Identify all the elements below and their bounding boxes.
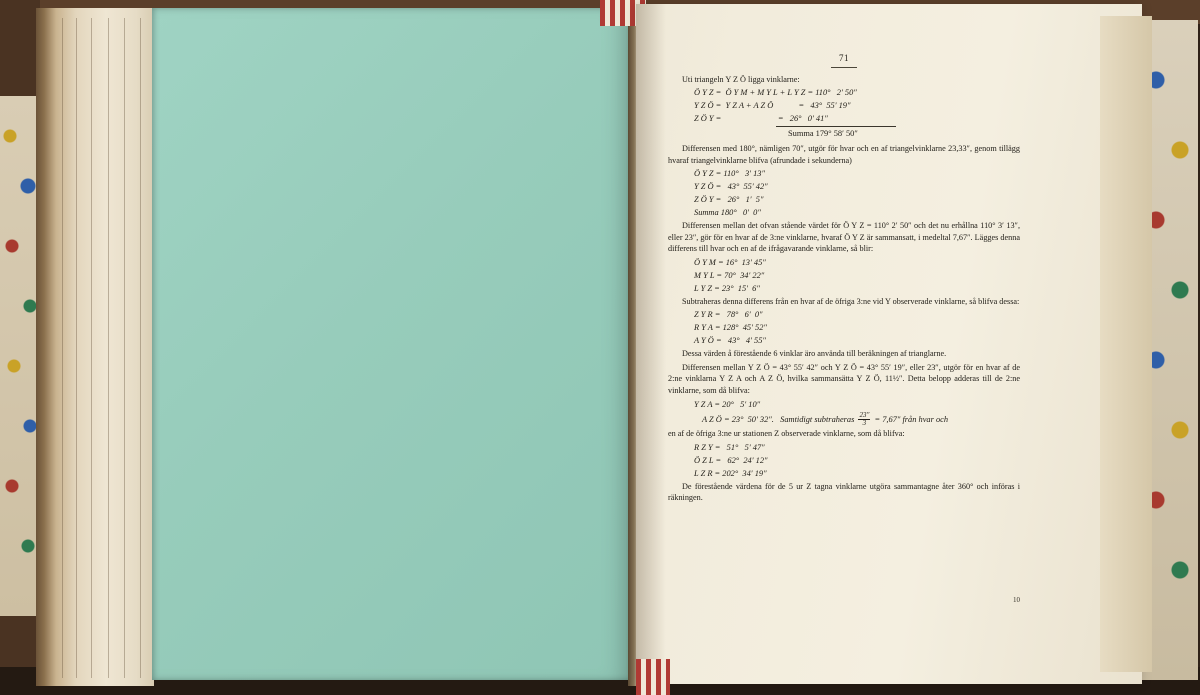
page-text-body	[668, 52, 1020, 632]
equation-line: Z Ö Y = 26° 1′ 5″	[694, 195, 764, 205]
equation-line: R Z Y = 51° 5′ 47″	[694, 442, 765, 452]
sum-line: Summa 179° 58′ 50″	[788, 129, 858, 139]
equation-line: L Z R = 202° 34′ 19″	[694, 468, 767, 478]
page-number: 71	[839, 53, 849, 63]
page-edge-stack	[36, 8, 154, 686]
ribbon-bookmark-bottom	[636, 659, 670, 695]
equation-line: Z Ö Y = = 26° 0′ 41″	[694, 114, 828, 124]
paragraph: Differensen mellan Y Z Ö = 43° 55′ 42″ och Y Z Ö = 43° 55′ 19″, eller 23″, utgör för en hvar af de 2:ne vinklarna Y Z A och A Z Ö, hvilka sammansätta Y Z Ö, 11½″. Detta belopp adderas till de 2:ne vinklarne, som då blifva:	[668, 362, 1020, 396]
far-page-block	[1100, 16, 1152, 672]
paragraph: Differensen med 180°, nämligen 70″, utgör för hvar och en af triangelvinklarne 23,33″, genom tillägg hvaraf triangelvinklarne blifva (afrundade i sekunderna)	[668, 144, 1020, 165]
paragraph: Subtraheras denna differens från en hvar af de öfriga 3:ne vid Y observerade vinklarne, så blifva dessa:	[682, 296, 1020, 306]
signature-mark: 10	[1013, 596, 1020, 604]
equation-line: Ö Z L = 62° 24′ 12″	[694, 455, 768, 465]
equation-line: M Y L = 70° 34′ 22″	[694, 270, 765, 280]
equation-line: Y Z A = 20° 5′ 10″	[694, 399, 761, 409]
equation-line: R Y A = 128° 45′ 52″	[694, 323, 767, 333]
equation-line: A Y Ö = 43° 4′ 55″	[694, 336, 766, 346]
equation-line: Ö Y M = 16° 13′ 45″	[694, 257, 766, 267]
paragraph: De förestående värdena för de 5 ur Z tagna vinklarne utgöra sammantagne åter 360° och införas i räkningen.	[668, 481, 1020, 503]
left-blank-teal-page	[152, 8, 630, 680]
text-flow	[668, 74, 1020, 504]
equation-line: Ö Y Z = Ö Y M + M Y L + L Y Z = 110° 2′ 50″	[694, 88, 857, 98]
paragraph: Differensen mellan det ofvan stående värdet för Ö Y Z = 110° 2′ 50″ och det nu erhållna 110° 3′ 13″, eller 23″, gör för en hvar af de 3:ne vinklarne, hvaraf Ö Y Z är sammansatt, i medeltal 7,67″. Lägges denna differens till hvar och en af de ifrågavarande vinklarne, så blir:	[668, 221, 1020, 254]
paragraph: Dessa värden å förestående 6 vinklar äro använda till beräkningen af trianglarne.	[682, 349, 947, 359]
equation-line: Ö Y Z = 110° 3′ 13″	[694, 169, 765, 179]
equation-with-fraction: A Z Ö = 23° 50′ 32″. Samtidigt subtraheras $\frac{23''}{3}$ = 7,67″ från hvar och	[702, 410, 949, 427]
equation-line: Summa 180° 0′ 0″	[694, 208, 761, 218]
equation-line: Z Y R = 78° 6′ 0″	[694, 310, 763, 320]
sum-rule	[776, 126, 896, 127]
fraction: $\frac{23''}{3}$	[859, 410, 870, 427]
equation-line: L Y Z = 23° 15′ 6″	[694, 283, 760, 293]
page-number-rule	[831, 67, 857, 68]
paragraph: Uti triangeln Y Z Ö ligga vinklarne:	[682, 74, 800, 84]
paragraph-continued: en af de öfriga 3:ne ur stationen Z observerade vinklarne, som då blifva:	[668, 429, 905, 439]
equation-line: Y Z Ö = Y Z A + A Z Ö = 43° 55′ 19″	[694, 101, 851, 111]
equation-line: Y Z Ö = 43° 55′ 42″	[694, 182, 768, 192]
